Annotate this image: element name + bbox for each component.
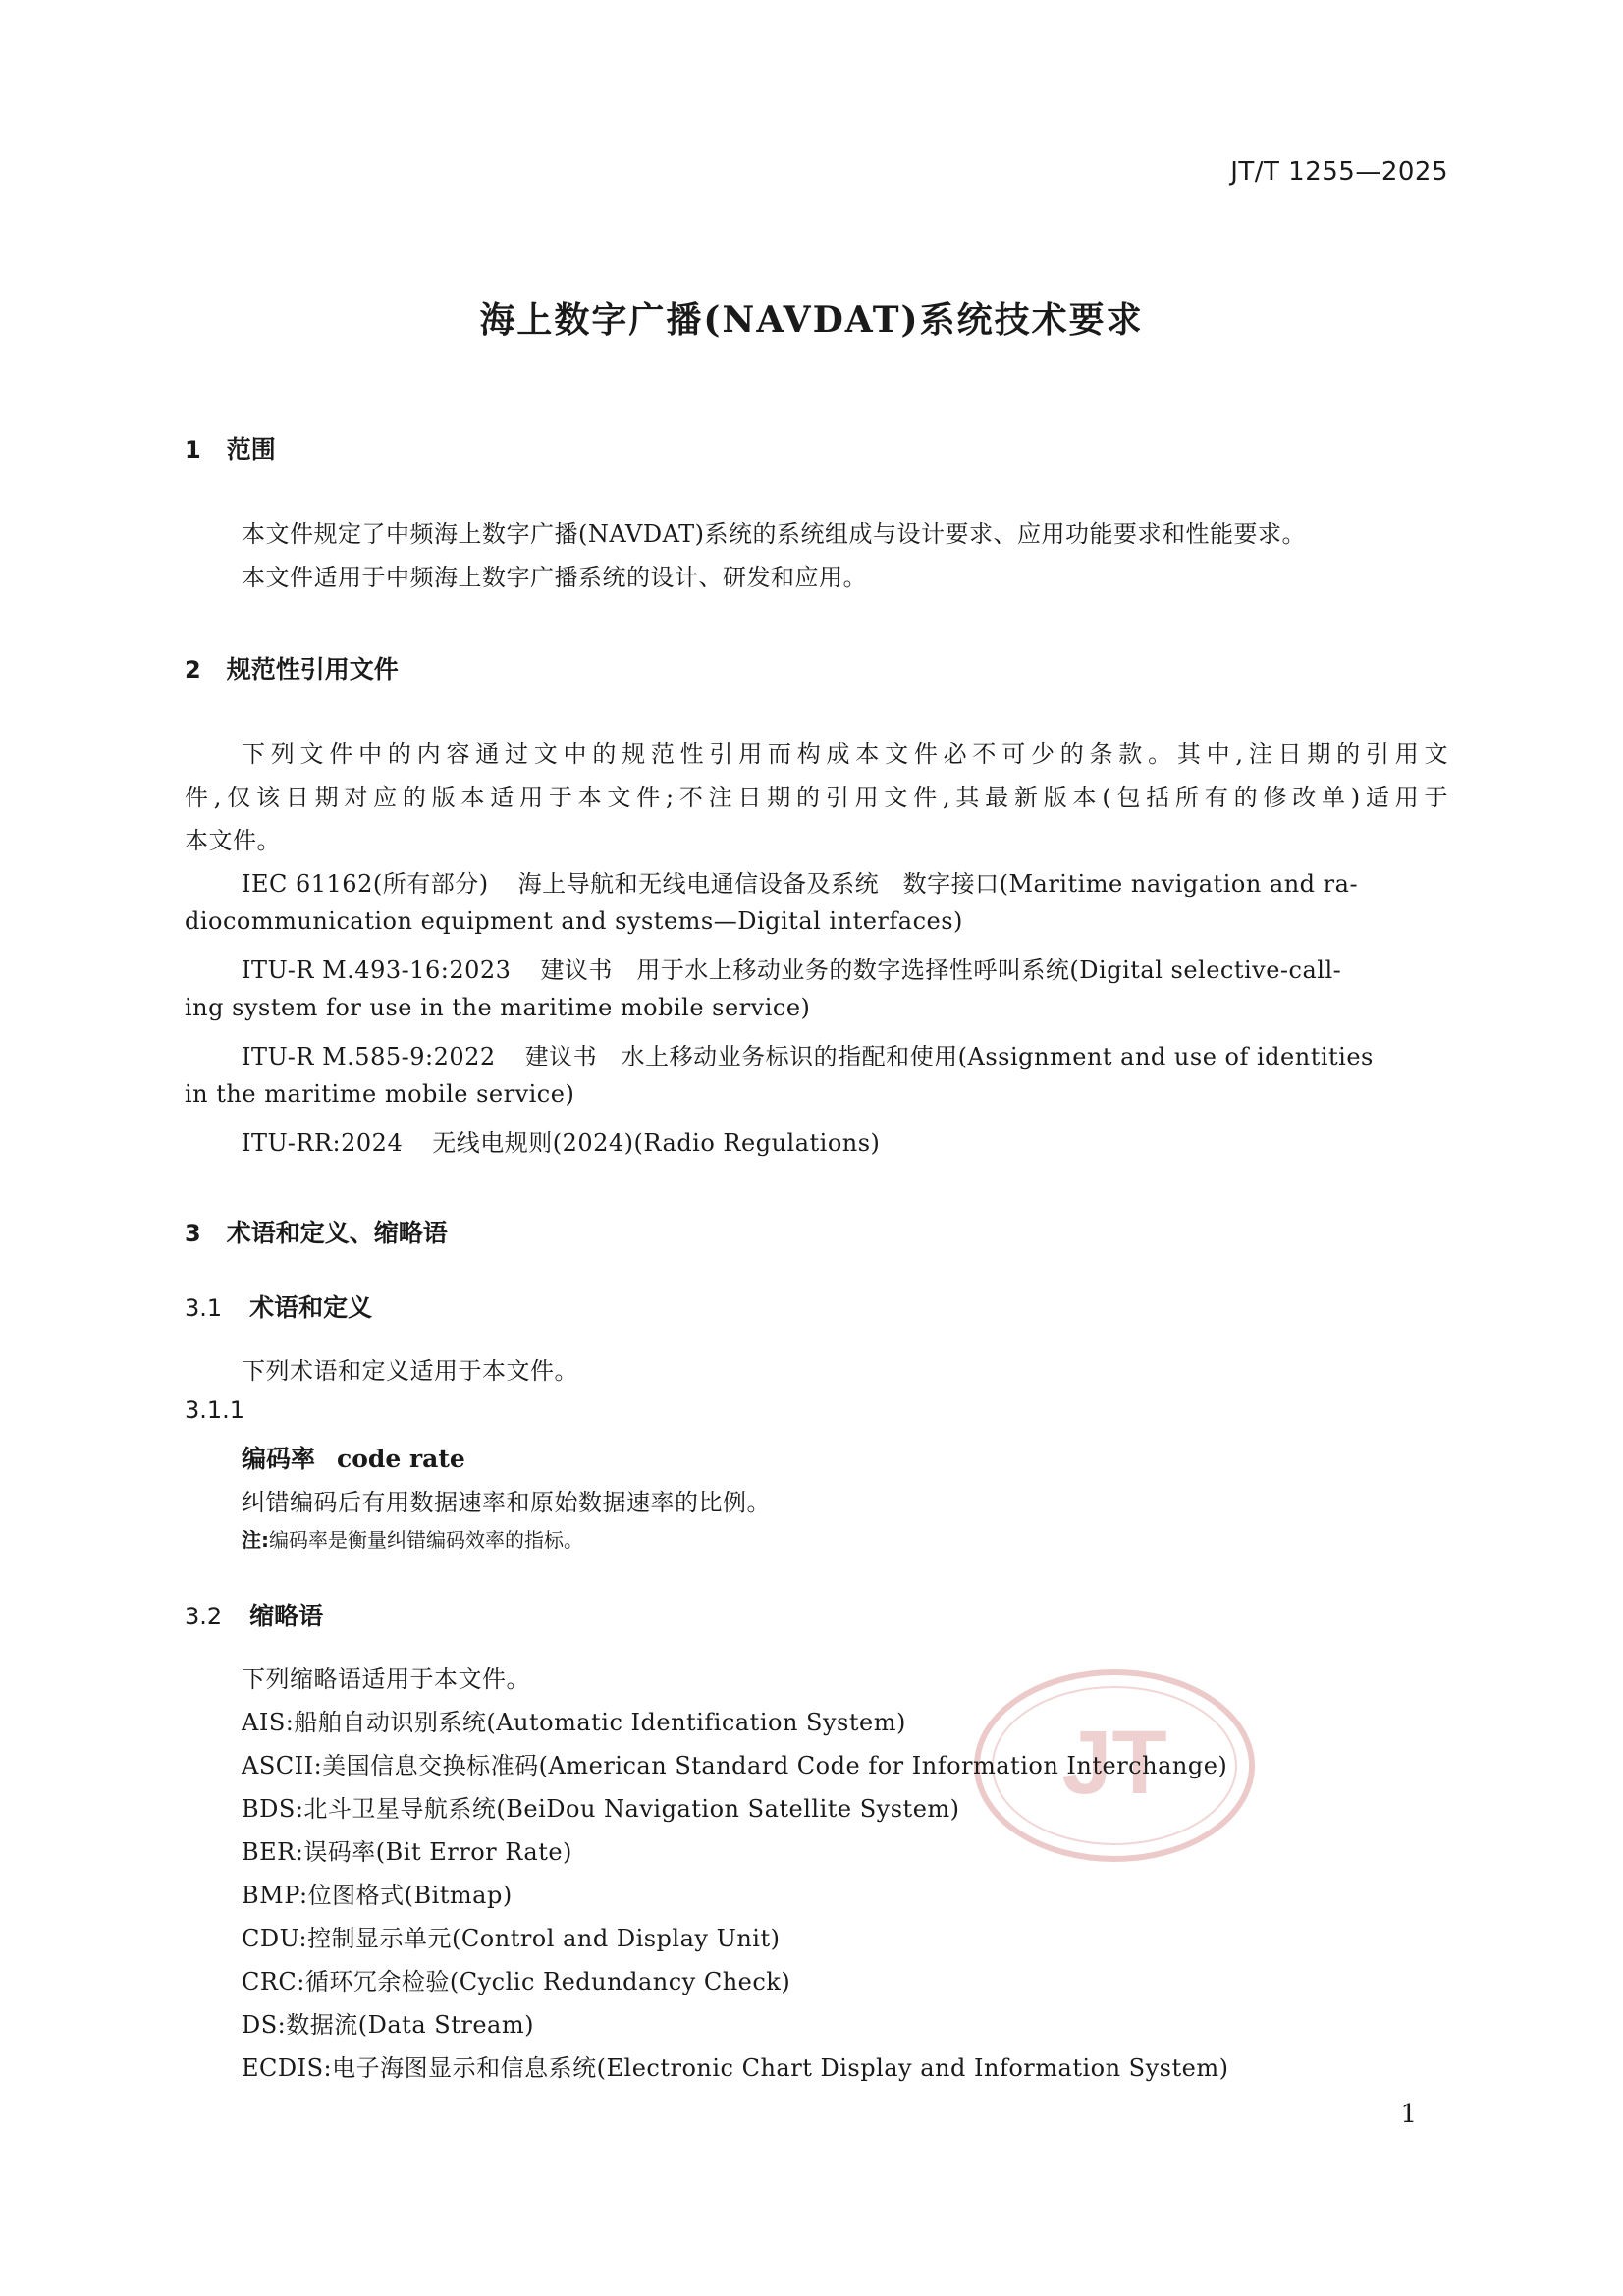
- refs-intro-line-2: 件,仅该日期对应的版本适用于本文件;不注日期的引用文件,其最新版本(包括所有的修改单)适用于: [185, 784, 1448, 811]
- section-2-heading: [185, 650, 399, 685]
- abbr-item: CRC:循环冗余检验(Cyclic Redundancy Check): [242, 1968, 791, 1995]
- document-title: 海上数字广播(NAVDAT)系统技术要求: [479, 300, 1144, 341]
- ref-item-4-line-1: [242, 1123, 880, 1158]
- refs-intro-line-3: 本文件。: [185, 827, 281, 854]
- ref-title: 海上导航和无线电通信设备及系统 数字接口(Maritime navigation and ra-: [517, 870, 1359, 898]
- note-text: 编码率是衡量纠错编码效率的指标。: [269, 1528, 583, 1552]
- refs-intro-line-1: 下列文件中的内容通过文中的规范性引用而构成本文件必不可少的条款。其中,注日期的引用文: [242, 740, 1448, 768]
- ref-title: 无线电规则(2024)(Radio Regulations): [432, 1129, 881, 1157]
- ref-item-2-line-1: [242, 951, 1341, 985]
- term-english: code rate: [337, 1445, 465, 1473]
- ref-item-1-line-2: diocommunication equipment and systems—Digital interfaces): [185, 907, 963, 935]
- abbr-item: BER:误码率(Bit Error Rate): [242, 1838, 572, 1866]
- abbr-item: AIS:船舶自动识别系统(Automatic Identification System): [242, 1709, 906, 1736]
- section-3-heading: [185, 1214, 448, 1249]
- section-number: 3: [185, 1220, 201, 1247]
- abbr-item: CDU:控制显示单元(Control and Display Unit): [242, 1925, 781, 1952]
- note-label: 注:: [242, 1528, 269, 1552]
- ref-title: 建议书 水上移动业务标识的指配和使用(Assignment and use of identities: [524, 1043, 1374, 1070]
- section-number: 2: [185, 656, 201, 683]
- abbr-item: ASCII:美国信息交换标准码(American Standard Code for Information Interchange): [242, 1752, 1228, 1779]
- page-number: 1: [1400, 2100, 1417, 2129]
- section-3-2-heading: [185, 1597, 323, 1632]
- term-chinese: 编码率: [242, 1445, 316, 1473]
- ref-item-3-line-1: [242, 1037, 1374, 1071]
- abbr-intro: 下列缩略语适用于本文件。: [242, 1666, 530, 1693]
- abbr-item: BDS:北斗卫星导航系统(BeiDou Navigation Satellite System): [242, 1795, 960, 1823]
- ref-code: ITU-R M.585-9:2022: [242, 1043, 496, 1070]
- ref-code: ITU-R M.493-16:2023: [242, 957, 512, 984]
- term-definition: 纠错编码后有用数据速率和原始数据速率的比例。: [242, 1489, 771, 1516]
- section-title: 术语和定义、缩略语: [226, 1219, 448, 1247]
- section-1-heading: [185, 430, 276, 465]
- section-title: 缩略语: [249, 1602, 324, 1630]
- section-number: 1: [185, 436, 201, 464]
- abbr-item: DS:数据流(Data Stream): [242, 2011, 534, 2039]
- ref-item-1-line-1: [242, 864, 1358, 899]
- ref-item-3-line-2: in the maritime mobile service): [185, 1080, 575, 1108]
- stamp-text: JT: [1061, 1713, 1167, 1813]
- abbr-item: ECDIS:电子海图显示和信息系统(Electronic Chart Display and Information System): [242, 2054, 1229, 2082]
- ref-code: ITU-RR:2024: [242, 1129, 404, 1157]
- term-entry: [242, 1440, 465, 1475]
- ref-code: IEC 61162(所有部分): [242, 870, 489, 898]
- term-number: 3.1.1: [185, 1396, 245, 1424]
- section-number: 3.1: [185, 1294, 223, 1322]
- section-number: 3.2: [185, 1603, 223, 1630]
- abbr-item: BMP:位图格式(Bitmap): [242, 1882, 513, 1909]
- section-title: 术语和定义: [249, 1293, 373, 1322]
- terms-intro: 下列术语和定义适用于本文件。: [242, 1357, 578, 1385]
- standard-code: JT/T 1255—2025: [1230, 157, 1448, 187]
- ref-title: 建议书 用于水上移动业务的数字选择性呼叫系统(Digital selective-call-: [540, 957, 1342, 984]
- scope-paragraph-1: 本文件规定了中频海上数字广播(NAVDAT)系统的系统组成与设计要求、应用功能要求和性能要求。: [242, 520, 1306, 548]
- section-title: 范围: [226, 435, 276, 464]
- term-note: [242, 1524, 583, 1553]
- ref-item-2-line-2: ing system for use in the maritime mobile service): [185, 994, 811, 1021]
- scope-paragraph-2: 本文件适用于中频海上数字广播系统的设计、研发和应用。: [242, 564, 867, 591]
- section-title: 规范性引用文件: [226, 655, 399, 683]
- section-3-1-heading: [185, 1288, 372, 1324]
